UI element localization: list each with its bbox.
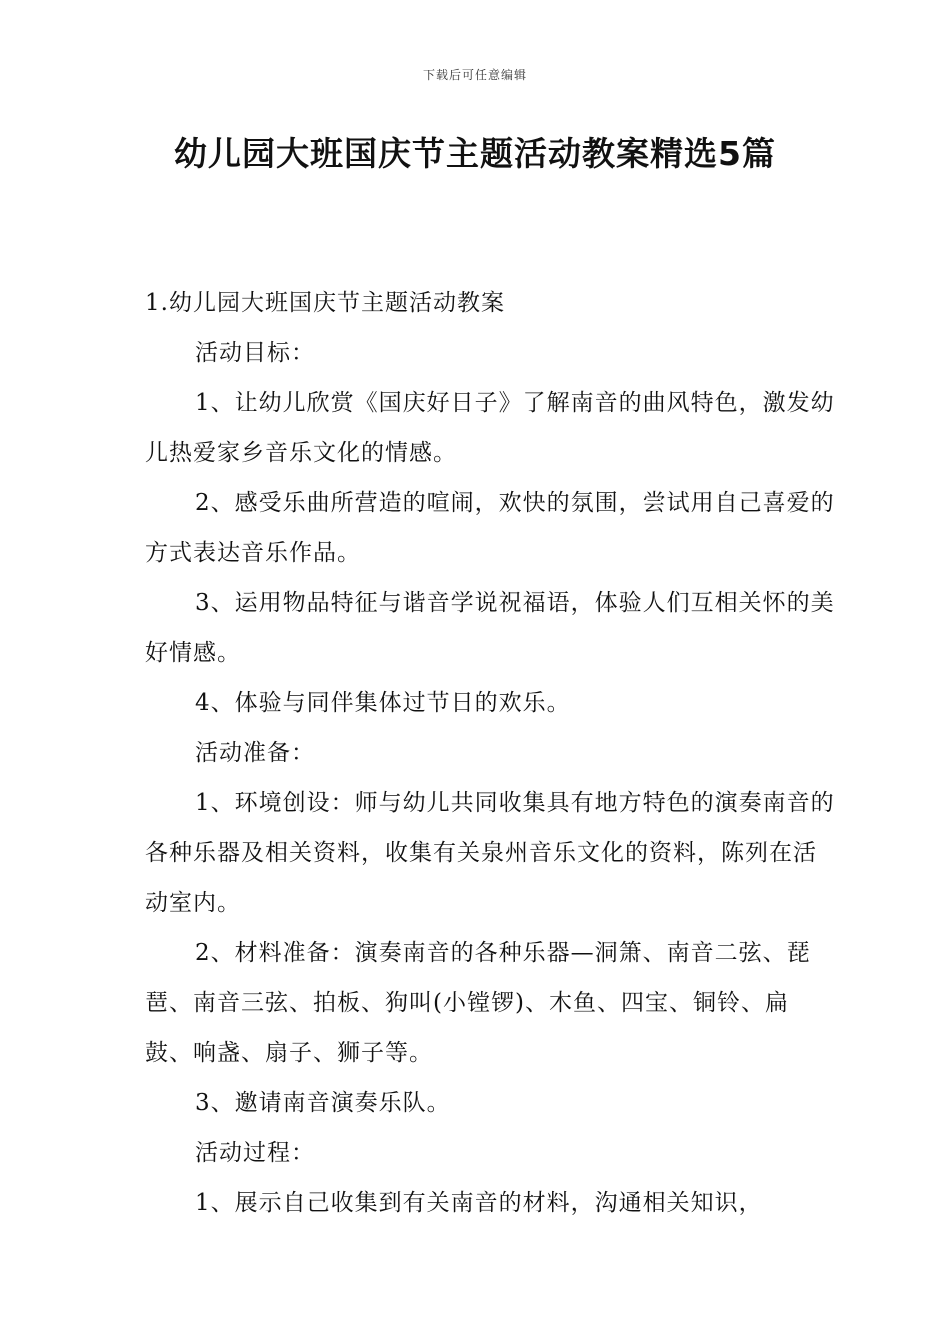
paragraph: 2、材料准备：演奏南音的各种乐器—洞箫、南音二弦、琵琶、南音三弦、拍板、狗叫(小镗锣)、木鱼、四宝、铜铃、扁鼓、响盏、扇子、狮子等。: [145, 940, 811, 1066]
document-title: 幼儿园大班国庆节主题活动教案精选5篇: [174, 134, 776, 173]
subheading-process: 活动过程：: [195, 1140, 315, 1166]
paragraph: 1、环境创设：师与幼儿共同收集具有地方特色的演奏南音的各种乐器及相关资料，收集有关泉州音乐文化的资料，陈列在活动室内。: [145, 790, 835, 916]
paragraph: 3、邀请南音演奏乐队。: [195, 1090, 451, 1116]
paragraph: 4、体验与同伴集体过节日的欢乐。: [195, 690, 571, 716]
paragraph: 3、运用物品特征与谐音学说祝福语，体验人们互相关怀的美好情感。: [145, 590, 835, 666]
subheading-goals: 活动目标：: [195, 340, 315, 366]
paragraph: 1、展示自己收集到有关南音的材料，沟通相关知识，: [195, 1190, 763, 1216]
section-heading: 1.幼儿园大班国庆节主题活动教案: [145, 290, 505, 316]
header-note: 下载后可任意编辑: [422, 68, 527, 82]
document-body: [145, 278, 835, 1228]
paragraph: 1、让幼儿欣赏《国庆好日子》了解南音的曲风特色，激发幼儿热爱家乡音乐文化的情感。: [145, 390, 835, 466]
subheading-preparation: 活动准备：: [195, 740, 315, 766]
paragraph: 2、感受乐曲所营造的喧闹，欢快的氛围，尝试用自己喜爱的方式表达音乐作品。: [145, 490, 835, 566]
